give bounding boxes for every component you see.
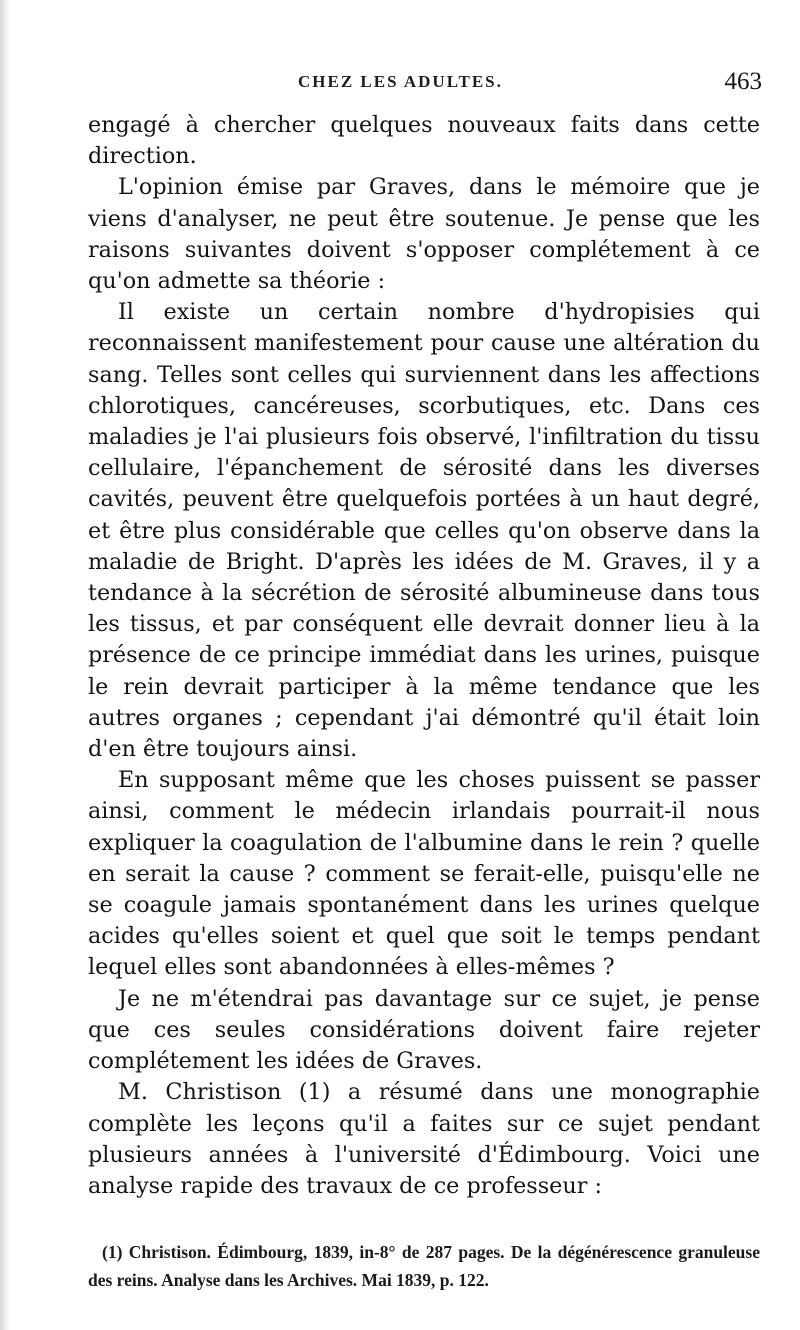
paragraph-hydropisies: Il existe un certain nombre d'hydropisies qui reconnaissent manifestement pour cause une altération du sang. Telles sont celles qui surviennent dans les affections chlorotiques, cancéreuses, scorbutiques, etc. Dans ces maladies je l'ai plusieurs fois observé, l'infiltration du tissu cellulaire, l'épanchement de sérosité dans les diverses cavités, peuvent être quelquefois portées à un haut degré, et être plus considérable que celles qu'on observe dans la maladie de Bright. D'après les idées de M. Graves, il y a tendance à la sécrétion de sérosité albumineuse dans tous les tissus, et par conséquent elle devrait donner lieu à la présence de ce principe immédiat dans les urines, puisque le rein devrait participer à la même tendance que les autres organes ; cependant j'ai démontré qu'il était loin d'en être toujours ainsi. xyxy=(88,299,760,763)
page-header xyxy=(88,64,762,104)
paragraph-conclusion: Je ne m'étendrai pas davantage sur ce sujet, je pense que ces seules considérations doivent faire rejeter complétement les idées de Graves. xyxy=(88,985,760,1075)
page-number: 463 xyxy=(724,68,762,95)
paragraph-continuation: engagé à chercher quelques nouveaux faits dans cette direction. xyxy=(88,112,760,170)
paragraph-christison: M. Christison (1) a résumé dans une monographie complète les leçons qu'il a faites sur ce sujet pendant plusieurs années à l'université d'Édimbourg. Voici une analyse rapide des travaux de ce professeur : xyxy=(88,1079,760,1199)
footnotes xyxy=(88,1238,760,1294)
footnote-1: (1) Christison. Édimbourg, 1839, in-8° de 287 pages. De la dégénérescence granuleuse des reins. Analyse dans les Archives. Mai 1839, p. 122. xyxy=(88,1242,760,1290)
page-edge-shadow xyxy=(0,0,10,1330)
body-text xyxy=(88,110,760,1202)
running-head: CHEZ LES ADULTES. xyxy=(298,72,503,91)
paragraph-supposition: En supposant même que les choses puissent se passer ainsi, comment le médecin irlandais pourrait-il nous expliquer la coagulation de l'albumine dans le rein ? quelle en serait la cause ? comment se ferait-elle, puisqu'elle ne se coagule jamais spontanément dans les urines quelque acides qu'elles soient et quel que soit le temps pendant lequel elles sont abandonnées à elles-mêmes ? xyxy=(88,767,760,981)
paragraph-graves-opinion: L'opinion émise par Graves, dans le mémoire que je viens d'analyser, ne peut être soutenue. Je pense que les raisons suivantes doivent s'opposer complétement à ce qu'on admette sa théorie : xyxy=(88,174,760,295)
